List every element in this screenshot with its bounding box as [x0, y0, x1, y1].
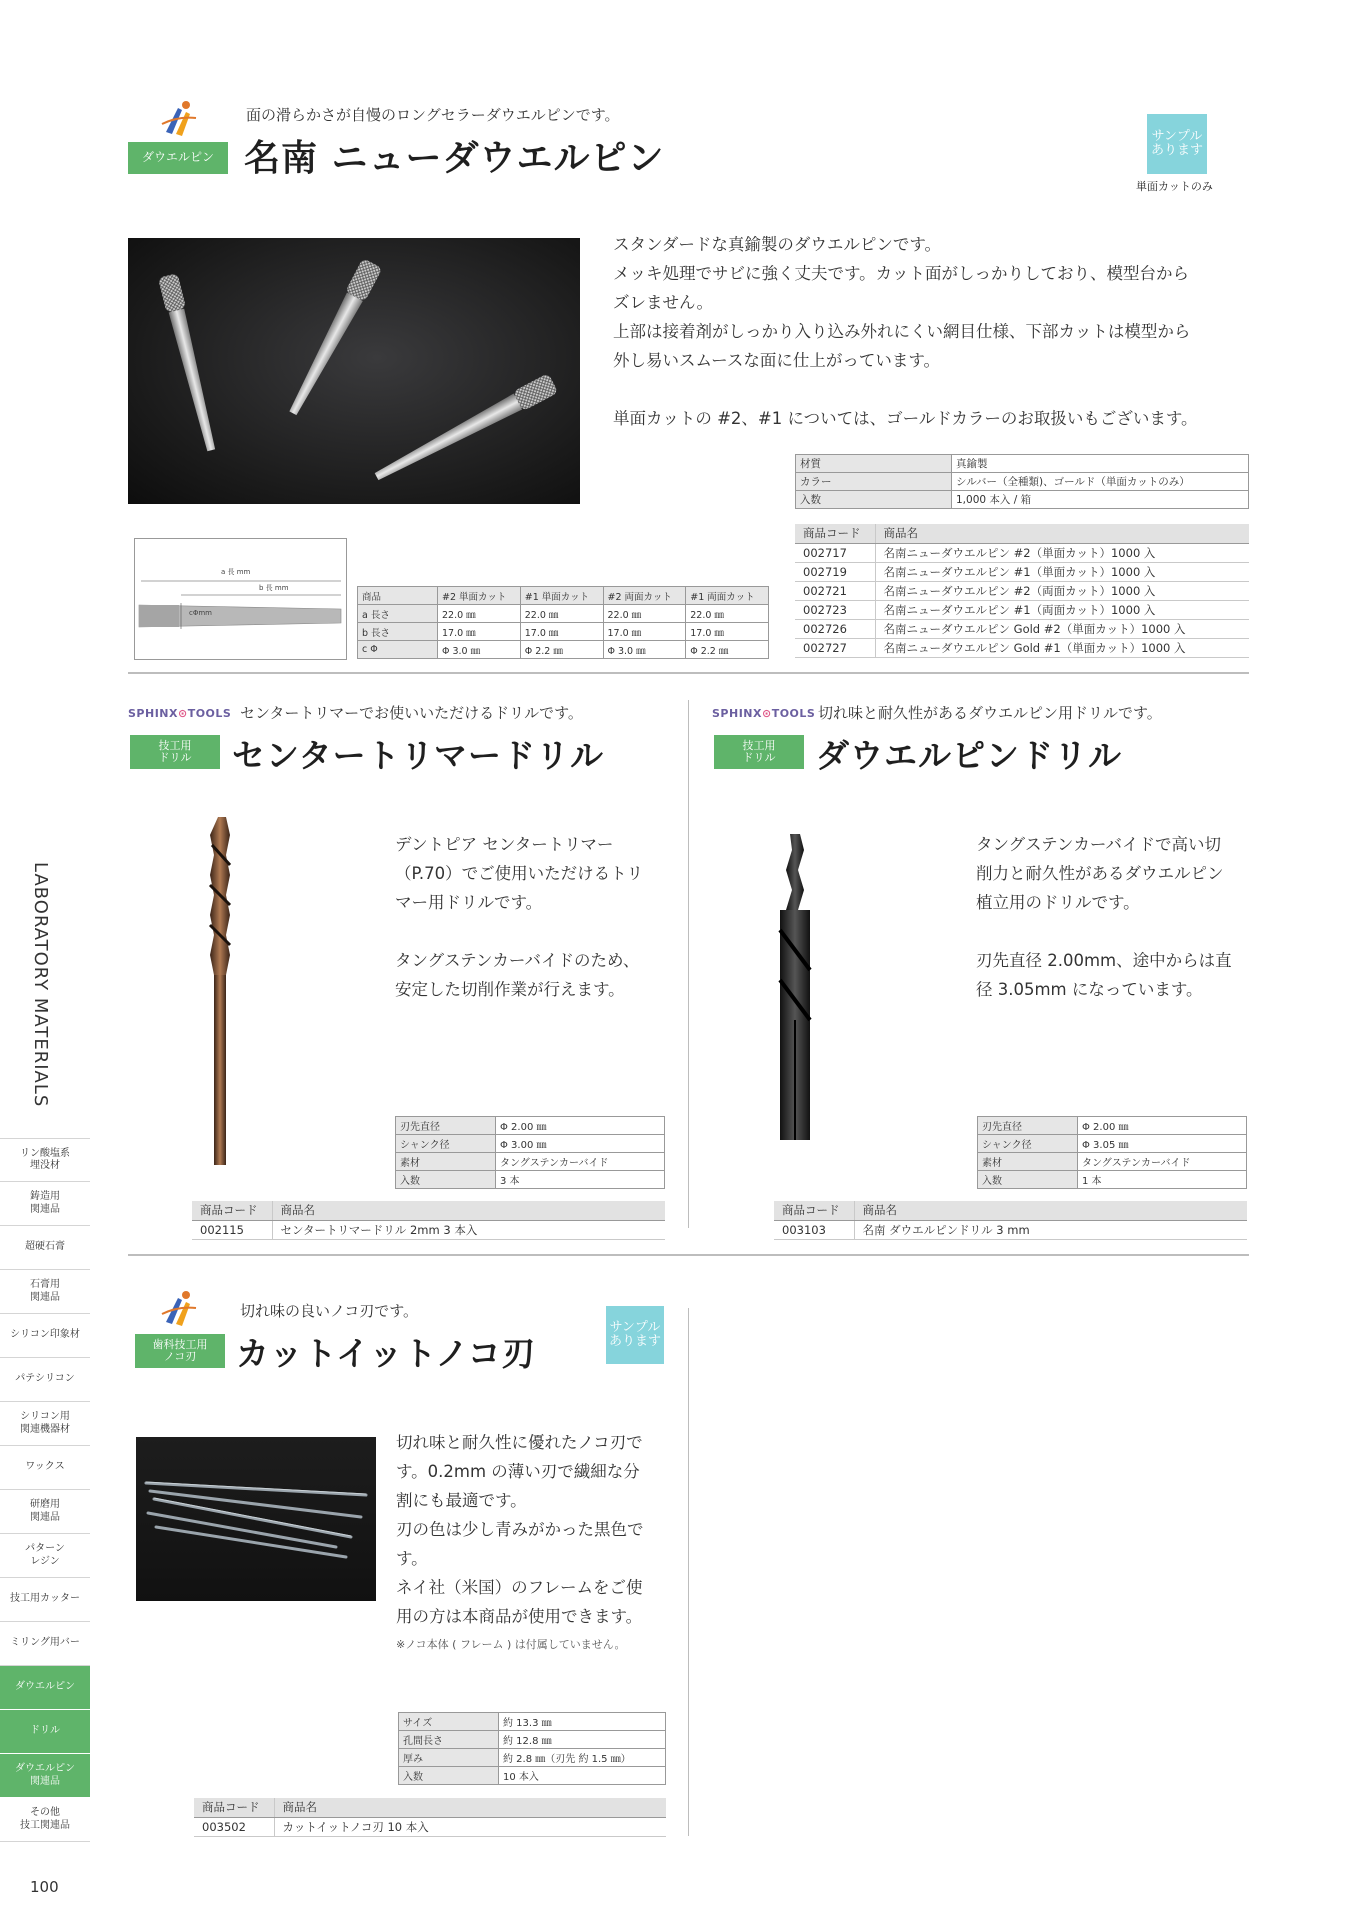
dimension-diagram — [134, 538, 347, 660]
sidebar-item-phosphate-investment[interactable]: リン酸塩系 埋没材 — [0, 1138, 90, 1182]
dowel-pins-illustration — [128, 238, 580, 504]
sidebar-item-putty-silicone[interactable]: パテシリコン — [0, 1358, 90, 1402]
sample-note: 単面カットのみ — [1136, 180, 1213, 193]
table-row: 002717 名南ニューダウエルピン #2（単面カット）1000 入 — [795, 543, 1249, 562]
sidebar-item-plaster-related[interactable]: 石膏用 関連品 — [0, 1270, 90, 1314]
sample-badge: サンプル あります — [606, 1306, 664, 1364]
sphinx-tools-logo: SPHINX⊙TOOLS — [712, 707, 816, 720]
meinan-logo-icon — [160, 1288, 200, 1328]
sphinx-dot-icon: ⊙ — [177, 707, 188, 720]
category-tag: 技工用 ドリル — [714, 735, 804, 769]
meinan-logo-icon — [160, 98, 200, 138]
table-row: 003103 名南 ダウエルピンドリル 3 mm — [774, 1220, 1247, 1239]
table-row: 002721 名南ニューダウエルピン #2（両面カット）1000 入 — [795, 581, 1249, 600]
table-row: 002723 名南ニューダウエルピン #1（両面カット）1000 入 — [795, 600, 1249, 619]
sidebar-item-other-lab[interactable]: その他 技工関連品 — [0, 1798, 90, 1842]
center-trimmer-drill-image — [200, 815, 244, 1170]
sidebar-item-wax[interactable]: ワックス — [0, 1446, 90, 1490]
sidebar-item-silicone-impression[interactable]: シリコン印象材 — [0, 1314, 90, 1358]
sidebar-item-drill[interactable]: ドリル — [0, 1710, 90, 1754]
saw-blades-illustration — [136, 1437, 376, 1601]
spec-table: 材質 真鍮製 カラー シルバー（全種類)、ゴールド（単面カットのみ） 入数 1,000 本入 / 箱 — [795, 454, 1249, 509]
product-description: タングステンカーバイドで高い切 削力と耐久性があるダウエルピン 植立用のドリルです。 刃先直径 2.00mm、途中からは直 径 3.05mm になっています。 — [976, 835, 1232, 999]
product-description: デントピア センタートリマー （P.70）でご使用いただけるトリ マー用ドリルです。 タングステンカーバイドのため、 安定した切削作業が行えます。 — [395, 835, 644, 999]
product-title: カットイットノコ刃 — [236, 1334, 536, 1373]
table-row: 002719 名南ニューダウエルピン #1（単面カット）1000 入 — [795, 562, 1249, 581]
category-tag: 歯科技工用 ノコ刃 — [135, 1334, 225, 1368]
dim-label-a: a 長 mm — [221, 568, 251, 576]
sidebar-item-dowel-pin[interactable]: ダウエルピン — [0, 1666, 90, 1710]
product-code-table: 商品コード 商品名 002717 名南ニューダウエルピン #2（単面カット）1000 入 002719 名南ニューダウエルピン #1（単面カット）1000 入 002721 名南ニューダウエルピン #2（両面カット）1000 入 002723 名南ニューダウエルピン #1（両面カット）1000 入 002726 名南ニューダウエルピン Gold #2（単面カット）1000 入 002727 名南ニューダウエルピン Gold #1（単面カット）1000 入 — [795, 524, 1249, 658]
sidebar-item-die-stone[interactable]: 超硬石膏 — [0, 1226, 90, 1270]
table-row: 002726 名南ニューダウエルピン Gold #2（単面カット）1000 入 — [795, 619, 1249, 638]
sphinx-dot-icon: ⊙ — [761, 707, 772, 720]
product-subtitle: 切れ味の良いノコ刃です。 — [240, 1302, 419, 1320]
sphinx-tools-logo: SPHINX⊙TOOLS — [128, 707, 232, 720]
table-row: 002115 センタートリマードリル 2mm 3 本入 — [192, 1220, 665, 1239]
table-row: 002727 名南ニューダウエルピン Gold #1（単面カット）1000 入 — [795, 638, 1249, 657]
sidebar-item-polishing[interactable]: 研磨用 関連品 — [0, 1490, 90, 1534]
sidebar-item-casting[interactable]: 鋳造用 関連品 — [0, 1182, 90, 1226]
product-title: センタートリマードリル — [232, 736, 605, 775]
sidebar-item-dowel-pin-related[interactable]: ダウエルピン 関連品 — [0, 1754, 90, 1798]
dowel-pin-dimension-drawing — [135, 539, 346, 659]
dowel-pin-photo — [128, 238, 580, 504]
column-divider — [688, 1308, 689, 1836]
dimension-table: 商品 #2 単面カット #1 単面カット #2 両面カット #1 両面カット a 長さ 22.0 ㎜ 22.0 ㎜ 22.0 ㎜ 22.0 ㎜ b 長さ 17.0 ㎜ 17.0 ㎜ 17.0 ㎜ 17.0 ㎜ c Φ Φ 3.0 ㎜ Φ 2.2 ㎜ Φ 3.0 ㎜ Φ 2.2 ㎜ — [357, 586, 769, 659]
product-title: ダウエルピンドリル — [816, 736, 1122, 775]
table-row: 003502 カットイットノコ刃 10 本入 — [194, 1817, 666, 1836]
section-divider — [128, 1254, 1249, 1256]
saw-blade-photo — [136, 1437, 376, 1601]
sidebar-item-lab-cutter[interactable]: 技工用カッター — [0, 1578, 90, 1622]
dim-label-b: b 長 mm — [259, 584, 289, 592]
product-description: 切れ味と耐久性に優れたノコ刃で す。0.2mm の薄い刃で繊細な分 割にも最適です。 刃の色は少し青みがかった黒色で す。 ネイ社（米国）のフレームをご使 用の方は本商品が使用できます。 — [396, 1433, 644, 1626]
spec-table: 刃先直径 Φ 2.00 ㎜ シャンク径 Φ 3.05 ㎜ 素材 タングステンカーバイド 入数 1 本 — [977, 1116, 1247, 1189]
product-subtitle: 切れ味と耐久性があるダウエルピン用ドリルです。 — [818, 704, 1162, 722]
category-tag: ダウエルピン — [128, 142, 228, 174]
sidebar-vertical-label: LABORATORY MATERIALS — [30, 862, 51, 1108]
product-code-table: 商品コード 商品名 003103 名南 ダウエルピンドリル 3 mm — [774, 1201, 1247, 1240]
spec-table: サイズ 約 13.3 ㎜ 孔間長さ 約 12.8 ㎜ 厚み 約 2.8 ㎜（刃先 約 1.5 ㎜） 入数 10 本入 — [398, 1712, 666, 1785]
spec-table: 刃先直径 Φ 2.00 ㎜ シャンク径 Φ 3.00 ㎜ 素材 タングステンカーバイド 入数 3 本 — [395, 1116, 665, 1189]
product-title: 名南 ニューダウエルピン — [244, 138, 665, 179]
sample-badge: サンプル あります — [1147, 114, 1207, 174]
sidebar-item-silicone-equipment[interactable]: シリコン用 関連機器材 — [0, 1402, 90, 1446]
product-subtitle: 面の滑らかさが自慢のロングセラーダウエルピンです。 — [246, 106, 620, 124]
product-subtitle: センタートリマーでお使いいただけるドリルです。 — [240, 704, 583, 722]
product-code-table: 商品コード 商品名 003502 カットイットノコ刃 10 本入 — [194, 1798, 666, 1837]
dim-label-c: cΦmm — [189, 609, 212, 617]
product-code-table: 商品コード 商品名 002115 センタートリマードリル 2mm 3 本入 — [192, 1201, 665, 1240]
category-tag: 技工用 ドリル — [130, 735, 220, 769]
sidebar-item-milling-bur[interactable]: ミリング用バー — [0, 1622, 90, 1666]
product-description: スタンダードな真鍮製のダウエルピンです。 メッキ処理でサビに強く丈夫です。カット面がしっかりしており、模型台から ズレません。 上部は接着剤がしっかり入り込み外れにくい網目仕様、下部カットは模型から 外し易いスムースな面に仕上がっています。 単面カットの #2、#1 については、ゴールドカラーのお取扱いもございます。 — [613, 235, 1198, 428]
page-number: 100 — [30, 1878, 59, 1896]
column-divider — [688, 700, 689, 1228]
sidebar-item-pattern-resin[interactable]: パターン レジン — [0, 1534, 90, 1578]
product-note: ※ノコ本体 ( フレーム ) は付属していません。 — [396, 1638, 626, 1651]
section-divider — [128, 672, 1249, 674]
dowel-pin-drill-image — [772, 830, 818, 1142]
